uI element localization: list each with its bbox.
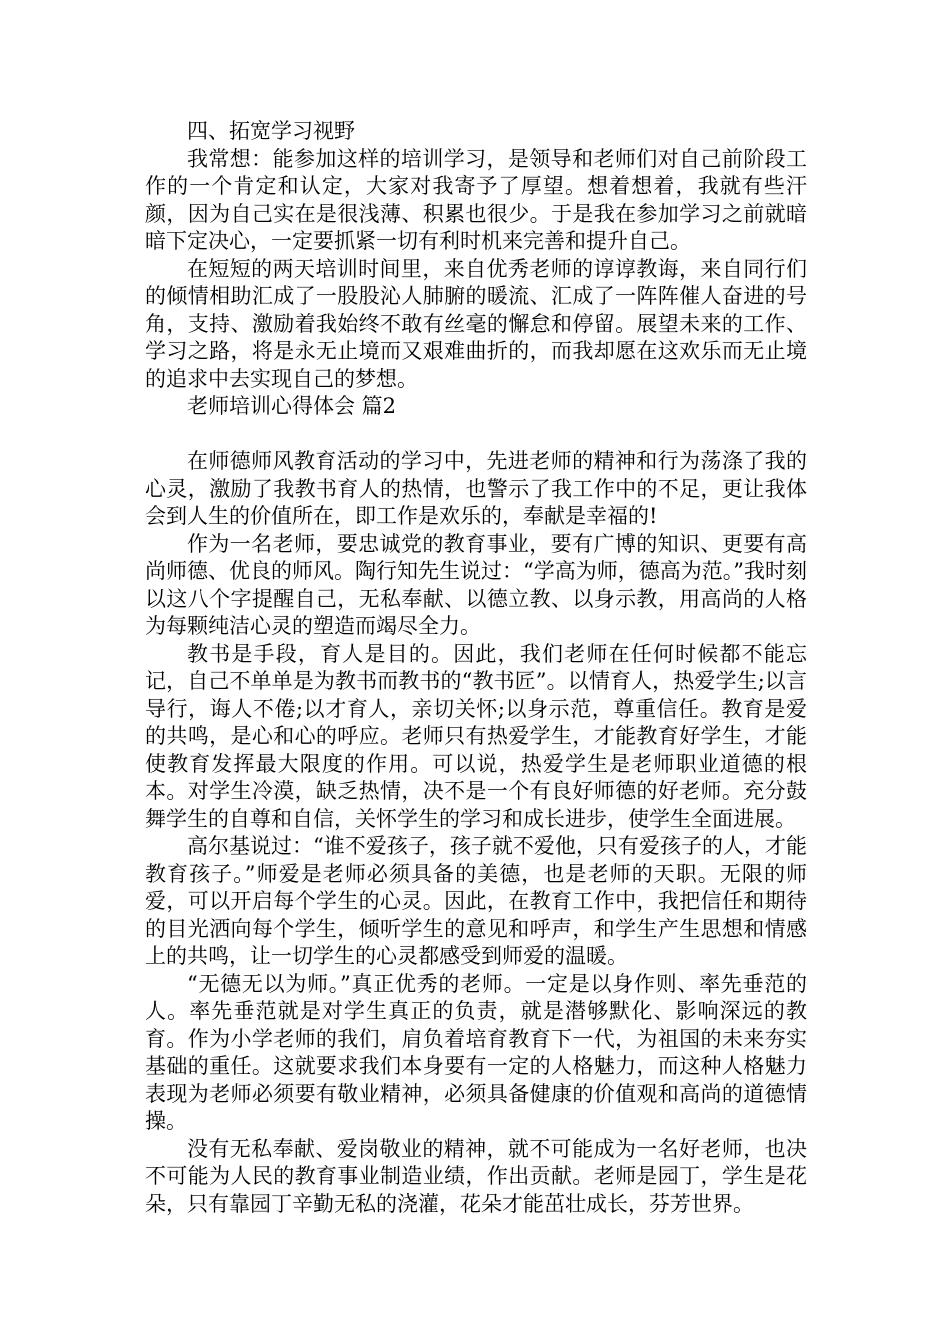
section-heading: 四、拓宽学习视野	[187, 119, 355, 143]
paragraph: 高尔基说过：“谁不爱孩子，孩子就不爱他，只有爱孩子的人，才能教育孩子。”师爱是老师必须具备的美德，也是老师的天职。无限的师爱，可以开启每个学生的心灵。因此，在教育工作中，我把信任和期待的目光洒向每个学生，倾听学生的意见和呼声，和学生产生思想和情感上的共鸣，让一切学生的心灵都感受到师爱的温暖。	[145, 834, 807, 968]
paragraph: “无德无以为师。”真正优秀的老师。一定是以身作则、率先垂范的人。率先垂范就是对学生真正的负责，就是潜够默化、影响深远的教育。作为小学老师的我们，肩负着培育教育下一代，为祖国的未来夯实基础的重任。这就要求我们本身要有一定的人格魅力，而这种人格魅力表现为老师必须要有敬业精神，必须具备健康的价值观和高尚的道德情操。	[145, 971, 807, 1133]
paragraph: 作为一名老师，要忠诚党的教育事业，要有广博的知识、更要有高尚师德、优良的师风。陶行知先生说过：“学高为师，德高为范。”我时刻以这八个字提醒自己，无私奉献、以德立教、以身示教，用高尚的人格为每颗纯洁心灵的塑造而竭尽全力。	[145, 531, 807, 638]
paragraph: 我常想：能参加这样的培训学习，是领导和老师们对自己前阶段工作的一个肯定和认定，大家对我寄予了厚望。想着想着，我就有些汗颜，因为自己实在是很浅薄、积累也很少。于是我在参加学习之前就暗暗下定决心，一定要抓紧一切有利时机来完善和提升自己。	[145, 146, 807, 253]
paragraph: 在短短的两天培训时间里，来自优秀老师的谆谆教诲，来自同行们的倾情相助汇成了一股股沁人肺腑的暖流、汇成了一阵阵催人奋进的号角，支持、激励着我始终不敢有丝毫的懈怠和停留。展望未来的工作、学习之路，将是永无止境而又艰难曲折的，而我却愿在这欢乐而无止境的追求中去实现自己的梦想。	[145, 256, 807, 391]
article-title: 老师培训心得体会 篇2	[187, 394, 397, 418]
paragraph: 教书是手段，育人是目的。因此，我们老师在任何时候都不能忘记，自己不单单是为教书而教书的“教书匠”。以情育人，热爱学生;以言导行，诲人不倦;以才育人，亲切关怀;以身示范，尊重信任。教育是爱的共鸣，是心和心的呼应。老师只有热爱学生，才能教育好学生，才能使教育发挥最大限度的作用。可以说，热爱学生是老师职业道德的根本。对学生冷漠，缺乏热情，决不是一个有良好师德的好老师。充分鼓舞学生的自尊和自信，关怀学生的学习和成长进步，使学生全面进展。	[145, 641, 807, 831]
document-page	[145, 118, 807, 1218]
paragraph: 在师德师风教育活动的学习中，先进老师的精神和行为荡涤了我的心灵，激励了我教书育人的热情，也警示了我工作中的不足，更让我体会到人生的价值所在，即工作是欢乐的，奉献是幸福的!	[145, 449, 807, 528]
blank-line	[145, 421, 807, 449]
paragraph: 没有无私奉献、爱岗敬业的精神，就不可能成为一名好老师，也决不可能为人民的教育事业制造业绩，作出贡献。老师是园丁，学生是花朵，只有靠园丁辛勤无私的浇灌，花朵才能茁壮成长，芬芳世界。	[145, 1136, 807, 1216]
